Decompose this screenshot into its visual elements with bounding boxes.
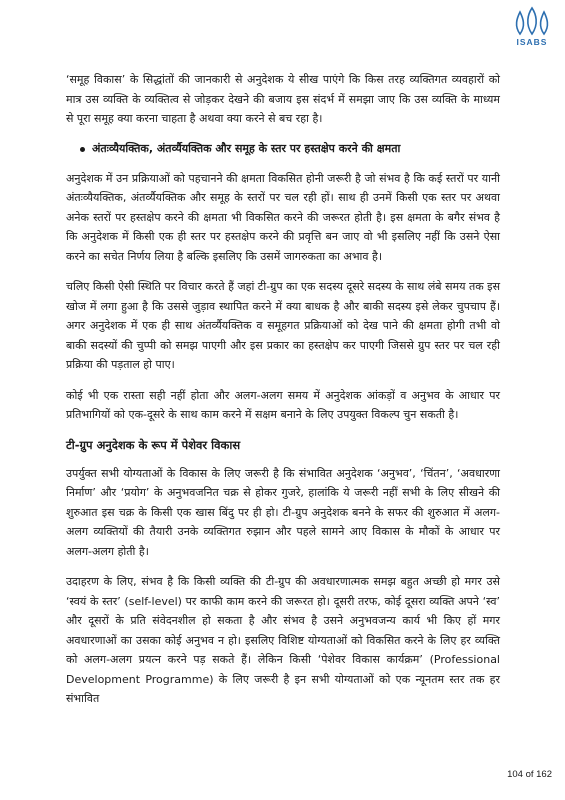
paragraph-group-development: ‘समूह विकास’ के सिद्धांतों की जानकारी से अनुदेशक ये सीख पाएंगे कि किस तरह व्यक्तिगत व्यवहारों को मात्र उस व्यक्ति के व्यक्तित्व से जोड़कर देखने की बजाय इस संदर्भ में समझा जाए कि उस व्यक्ति के माध्यम से पूरा समूह क्या करना चाहता है अथवा क्या करने से बच रहा है।	[66, 73, 500, 125]
paragraph-no-single-way: कोई भी एक रास्ता सही नहीं होता और अलग-अलग समय में अनुदेशक आंकड़ों व अनुभव के आधार पर प्रतिभागियों को एक-दूसरे के साथ काम करने में सक्षम बनाने के लिए उपयुक्त विकल्प चुन सकती है।	[66, 388, 500, 421]
logo-text: ISABS	[516, 37, 548, 47]
paragraph-example: चलिए किसी ऐसी स्थिति पर विचार करते हैं जहां टी-ग्रुप का एक सदस्य दूसरे सदस्य के साथ लंबे समय तक इस खोज में लगा हुआ है कि उससे जुड़ाव स्थापित करने में क्या बाधक है और बाकी सदस्य इसे लेकर चुपचाप हैं। अगर अनुदेशक में एक ही साथ अंतर्व्यैयक्तिक व समूहगत प्रक्रियाओं को देख पाने की क्षमता होगी तभी वो बाकी सदस्यों की चुप्पी को समझ पाएगी और इस प्रकार का हस्तक्षेप कर पाएगी जिससे ग्रुप स्तर पर चल रही प्रक्रिया की पड़ताल हो पाए।	[66, 280, 501, 371]
isabs-logo-icon	[512, 6, 552, 36]
isabs-logo	[509, 6, 555, 47]
bullet-icon	[80, 147, 85, 152]
bullet-heading-text: अंतःव्यैयक्तिक, अंतर्व्यैयक्तिक और समूह के स्तर पर हस्तक्षेप करने की क्षमता	[92, 141, 401, 155]
page-content	[66, 70, 500, 720]
paragraph-for-example: उदाहरण के लिए, संभव है कि किसी व्यक्ति की टी-ग्रुप की अवधारणात्मक समझ बहुत अच्छी हो मगर उसे ‘स्वयं के स्तर’ (self-level) पर काफी काम करने की जरूरत हो। दूसरी तरफ, कोई दूसरा व्यक्ति अपने ‘स्व’ और दूसरों के प्रति संवेदनशील हो सकता है और संभव है उसने अनुभवजन्य कार्य भी किए हों मगर अवधारणाओं का उसका कोई अनुभव न हो। इसलिए विशिष्ट योग्यताओं को विकसित करने के लिए हर व्यक्ति को अलग-अलग प्रयत्न करने पड़ सकते हैं। लेकिन किसी ‘पेशेवर विकास कार्यक्रम’ (Professional Development Programme) के लिए जरूरी है इन सभी योग्यताओं को एक न्यूनतम स्तर तक हर संभावित	[66, 575, 500, 705]
section-heading: टी-ग्रुप अनुदेशक के रूप में पेशेवर विकास	[66, 437, 241, 452]
bullet-heading	[66, 140, 500, 158]
page-number: 104 of 162	[507, 769, 552, 780]
paragraph-experiential-cycle: उपर्युक्त सभी योग्यताओं के विकास के लिए जरूरी है कि संभावित अनुदेशक ‘अनुभव’, ‘चिंतन’, ‘अवधारणा निर्माण’ और ‘प्रयोग’ के अनुभवजनित चक्र से होकर गुजरे, हालांकि ये जरूरी नहीं सभी के लिए सीखने की शुरुआत इस चक्र के किसी एक खास बिंदु पर ही हो। टी-ग्रुप अनुदेशक बनने के सफर की शुरुआत में अलग-अलग व्यक्तियों की तैयारी उनके व्यक्तिगत रुझान और पहले सामने आए विकास के मौकों के आधार पर अलग-अलग होती है।	[66, 466, 500, 558]
paragraph-intervention-levels: अनुदेशक में उन प्रक्रियाओं को पहचानने की क्षमता विकसित होनी जरूरी है जो संभव है कि कई स्तरों पर यानी अंतःव्यैयक्तिक, अंतर्व्यैयक्तिक और समूह के स्तरों पर चल रही हों। साथ ही उनमें किसी एक स्तर पर अथवा अनेक स्तरों पर हस्तक्षेप करने की क्षमता भी विकसित करने की जरूरत होती है। इस क्षमता के बगैर संभव है कि अनुदेशक में किसी एक ही स्तर पर हस्तक्षेप करने की प्रवृत्ति बन जाए वो भी इसलिए नहीं कि उसने ऐसा करने का सचेत निर्णय लिया है बल्कि इसलिए कि उसमें जागरुकता का अभाव है।	[66, 171, 500, 263]
